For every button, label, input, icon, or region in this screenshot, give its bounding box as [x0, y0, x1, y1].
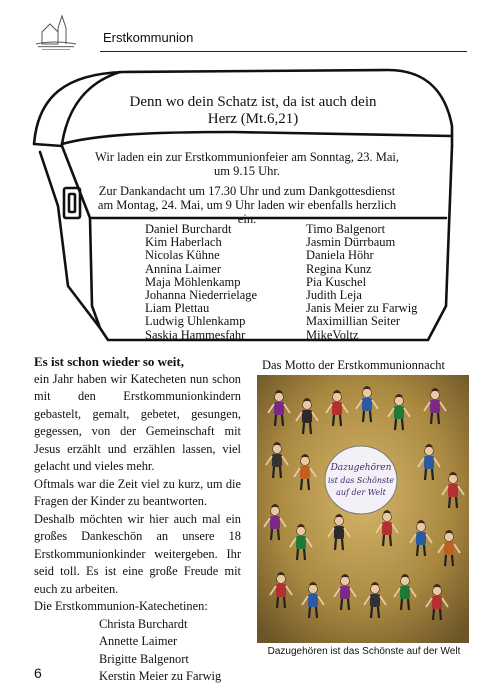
svg-text:ist das Schönste: ist das Schönste [327, 476, 395, 485]
catechist-name: Kerstin Meier zu Farwig [99, 669, 222, 683]
header-title: Erstkommunion [103, 30, 194, 45]
child-name: Janis Meier zu Farwig [306, 301, 418, 316]
child-name: Liam Plettau [145, 301, 210, 316]
child-name: Johanna Niederrielage [145, 288, 258, 303]
child-name: MikeVoltz [306, 327, 359, 342]
invitation-text [92, 150, 402, 226]
header-rule [100, 51, 467, 52]
children-list-right [306, 223, 417, 342]
article-paragraph: ein Jahr haben wir Katecheten nun schon mit den Erstkommunionkindern gebastelt, gemalt, gebetet, gesungen, gegessen, von der Gemeinschaft mit Jesus erzählt und erzählen lassen, viel gelacht und vieles mehr. [34, 371, 241, 473]
invitation-line-2: Zur Dankandacht um 17.30 Uhr und zum Dankgottesdienst am Montag, 24. Mai, um 9 Uhr laden wir ebenfalls herzlich ein. [97, 184, 397, 226]
child-name: Nicolas Kühne [145, 248, 220, 263]
article-signoff: Die Erstkommunion-Katechetinen: [34, 599, 208, 613]
article-heading: Es ist schon wieder so weit, [34, 354, 184, 369]
catechist-name: Annette Laimer [99, 634, 178, 648]
children-list-left [145, 223, 257, 342]
child-name: Judith Leja [306, 288, 362, 303]
svg-text:auf der Welt: auf der Welt [336, 488, 386, 497]
catechist-name: Christa Burchardt [99, 616, 188, 631]
child-name: Saskia Hammesfahr [145, 327, 246, 342]
catechist-list [34, 616, 241, 686]
child-name: Annina Laimer [145, 261, 222, 276]
motto-photo [257, 375, 469, 643]
page-number: 6 [34, 665, 42, 681]
child-name: Daniela Höhr [306, 248, 374, 263]
child-name: Pia Kuschel [306, 274, 367, 289]
photo-caption-bottom: Dazugehören ist das Schönste auf der Welt [267, 646, 461, 657]
photo-caption-top: Das Motto der Erstkommunionnacht [262, 358, 445, 372]
motto-text: Denn wo dein Schatz ist, da ist auch dein Herz (Mt.6,21) [129, 94, 377, 127]
child-name: Regina Kunz [306, 261, 372, 276]
catechist-name: Brigitte Balgenort [99, 651, 189, 666]
church-logo [34, 14, 78, 54]
child-name: Maximillian Seiter [306, 314, 401, 329]
article-paragraph: Oftmals war die Zeit viel zu kurz, um die Fragen der Kinder zu beantworten. [34, 476, 241, 508]
child-name: Ludwig Uhlenkamp [145, 314, 246, 329]
child-name: Jasmin Dürrbaum [306, 235, 396, 250]
child-name: Kim Haberlach [145, 235, 222, 250]
svg-text:Dazugehören: Dazugehören [330, 463, 392, 473]
child-name: Timo Balgenort [306, 222, 386, 236]
child-name: Daniel Burchardt [145, 222, 232, 236]
article-paragraph: Deshalb möchten wir hier auch mal ein großes Dankeschön an unsere 18 Erstkommunionkinder weitergeben. Ihr seid toll. Es ist eine große Freude mit euch zu arbeiten. [34, 511, 241, 596]
article [34, 353, 241, 686]
invitation-line-1: Wir laden ein zur Erstkommunionfeier am Sonntag, 23. Mai, um 9.15 Uhr. [95, 150, 399, 178]
child-name: Maja Möhlenkamp [145, 274, 241, 289]
